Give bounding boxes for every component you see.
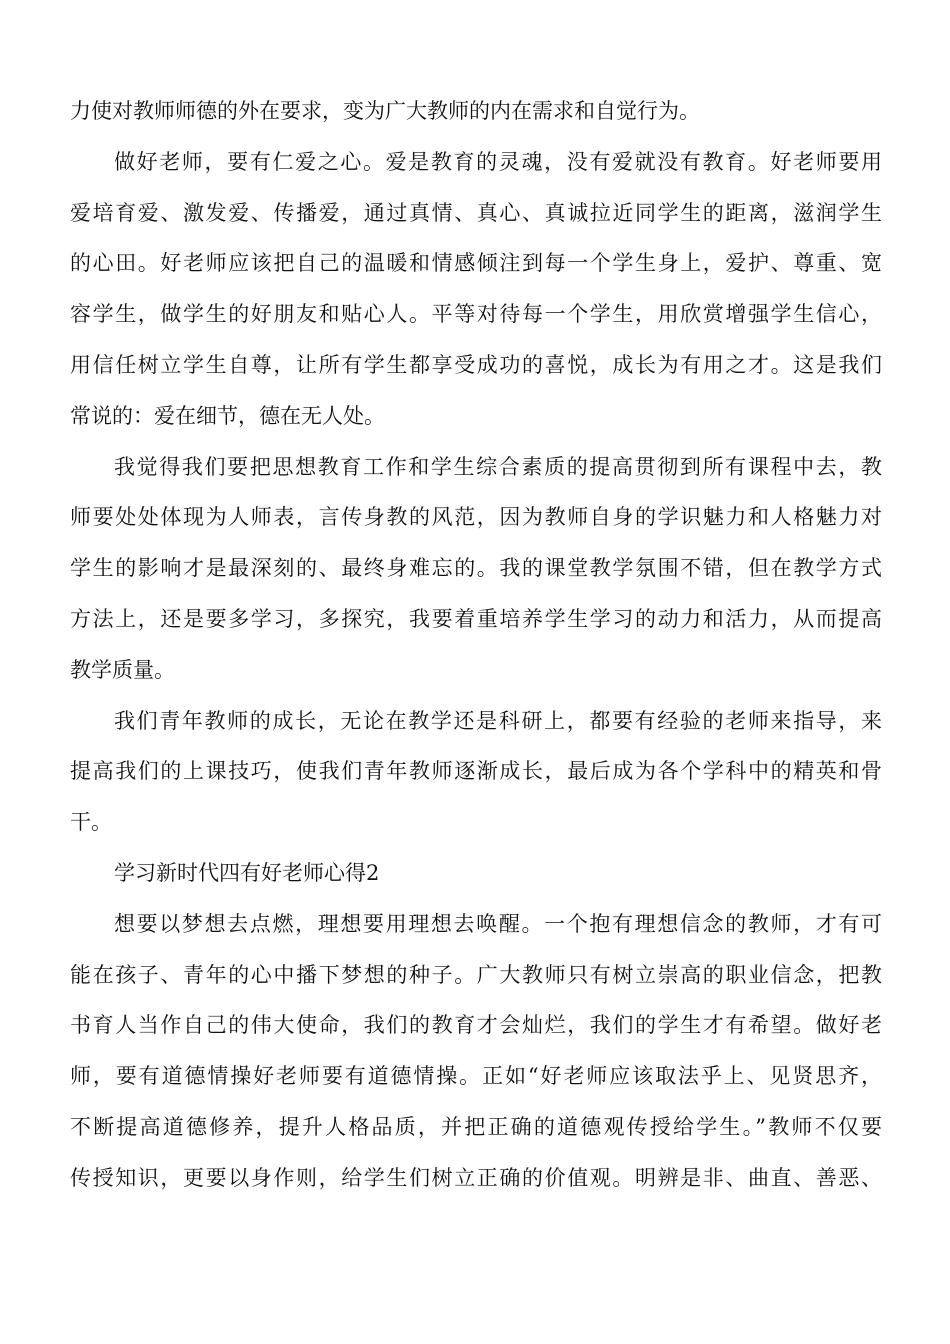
- text-line: 的心田。好老师应该把自己的温暖和情感倾注到每一个学生身上，爱护、尊重、宽: [70, 251, 882, 276]
- text-line: 做好老师，要有仁爱之心。爱是教育的灵魂，没有爱就没有教育。好老师要用: [114, 149, 882, 174]
- paragraph-ideals: [70, 899, 882, 1204]
- text-line: 我觉得我们要把思想教育工作和学生综合素质的提高贯彻到所有课程中去，教: [114, 454, 882, 479]
- text-line: 干。: [70, 810, 112, 835]
- text-line: 书育人当作自己的伟大使命，我们的教育才会灿烂，我们的学生才有希望。做好老: [70, 1013, 882, 1038]
- paragraph-young-teachers: [70, 696, 882, 848]
- text-line: 传授知识，更要以身作则，给学生们树立正确的价值观。明辨是非、曲直、善恶、: [70, 1165, 882, 1190]
- text-line: 想要以梦想去点燃，理想要用理想去唤醒。一个抱有理想信念的教师，才有可: [114, 911, 882, 936]
- text-line: 我们青年教师的成长，无论在教学还是科研上，都要有经验的老师来指导，来: [114, 708, 882, 733]
- text-line: 方法上，还是要多学习，多探究，我要着重培养学生学习的动力和活力，从而提高: [70, 606, 882, 631]
- text-line: 爱培育爱、激发爱、传播爱，通过真情、真心、真诚拉近同学生的距离，滋润学生: [70, 200, 882, 225]
- text-line: 用信任树立学生自尊，让所有学生都享受成功的喜悦，成长为有用之才。这是我们: [70, 352, 882, 377]
- text-line: 师，要有道德情操好老师要有道德情操。正如“好老师应该取法乎上、见贤思齐，: [70, 1064, 882, 1089]
- paragraph-love: [70, 137, 882, 442]
- section-heading-text: 学习新时代四有好老师心得2: [114, 860, 380, 885]
- text-line: 学生的影响才是最深刻的、最终身难忘的。我的课堂教学氛围不错，但在教学方式: [70, 556, 882, 581]
- document-page: [70, 86, 882, 1204]
- text-line: 提高我们的上课技巧，使我们青年教师逐渐成长，最后成为各个学科中的精英和骨: [70, 759, 882, 784]
- text-line: 力使对教师师德的外在要求，变为广大教师的内在需求和自觉行为。: [70, 99, 700, 123]
- paragraph-moral-education: [70, 442, 882, 696]
- section-heading: [70, 848, 882, 899]
- text-line: 教学质量。: [70, 657, 175, 682]
- paragraph-continuation: [70, 86, 882, 137]
- text-line: 能在孩子、青年的心中播下梦想的种子。广大教师只有树立崇高的职业信念，把教: [70, 962, 882, 987]
- text-line: 容学生，做学生的好朋友和贴心人。平等对待每一个学生，用欣赏增强学生信心，: [70, 302, 882, 327]
- text-line: 常说的：爱在细节，德在无人处。: [70, 403, 385, 428]
- text-line: 不断提高道德修养，提升人格品质，并把正确的道德观传授给学生。”教师不仅要: [70, 1114, 882, 1139]
- text-line: 师要处处体现为人师表，言传身教的风范，因为教师自身的学识魅力和人格魅力对: [70, 505, 882, 530]
